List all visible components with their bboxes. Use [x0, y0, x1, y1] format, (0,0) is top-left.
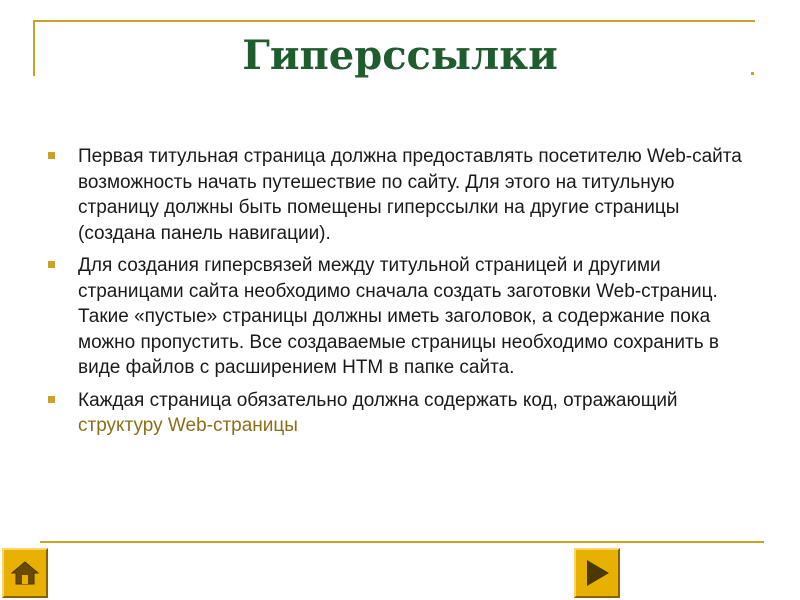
bullet-list [48, 144, 748, 446]
play-triangle-icon [582, 557, 612, 589]
bullet-text-container [78, 388, 748, 439]
list-item [48, 388, 748, 439]
bullet-text: Первая титульная страница должна предоставлять посетителю Web-сайта возможность начать путешествие по сайту. Для этого на титульную страницу должны быть помещены гиперссылки на другие страницы (создана панель навигации). [78, 146, 742, 244]
bullet-marker [48, 396, 55, 403]
slide-title: Гиперссылки [242, 32, 558, 79]
list-item [48, 144, 748, 246]
bullet-text: Каждая страница обязательно должна содержать код, отражающий [78, 389, 678, 411]
top-rule [33, 20, 755, 22]
bullet-text: Для создания гиперсвязей между титульной страницей и другими страницами сайта необходимо сначала создать заготовки Web-страниц. Такие «пустые» страницы должны иметь заголовок, а содержание пока можно пропустить. Все создаваемые страницы необходимо сохранить в виде файлов с расширением HTM в папке сайта. [78, 255, 720, 378]
bullet-marker [48, 152, 55, 159]
structure-link[interactable]: структуру Web-страницы [78, 415, 298, 436]
home-icon [10, 559, 40, 587]
next-slide-button[interactable] [574, 548, 620, 598]
home-button[interactable] [2, 548, 48, 598]
decorative-dot [751, 72, 754, 75]
bullet-marker [48, 261, 55, 268]
list-item [48, 253, 748, 381]
bottom-rule [40, 541, 764, 543]
